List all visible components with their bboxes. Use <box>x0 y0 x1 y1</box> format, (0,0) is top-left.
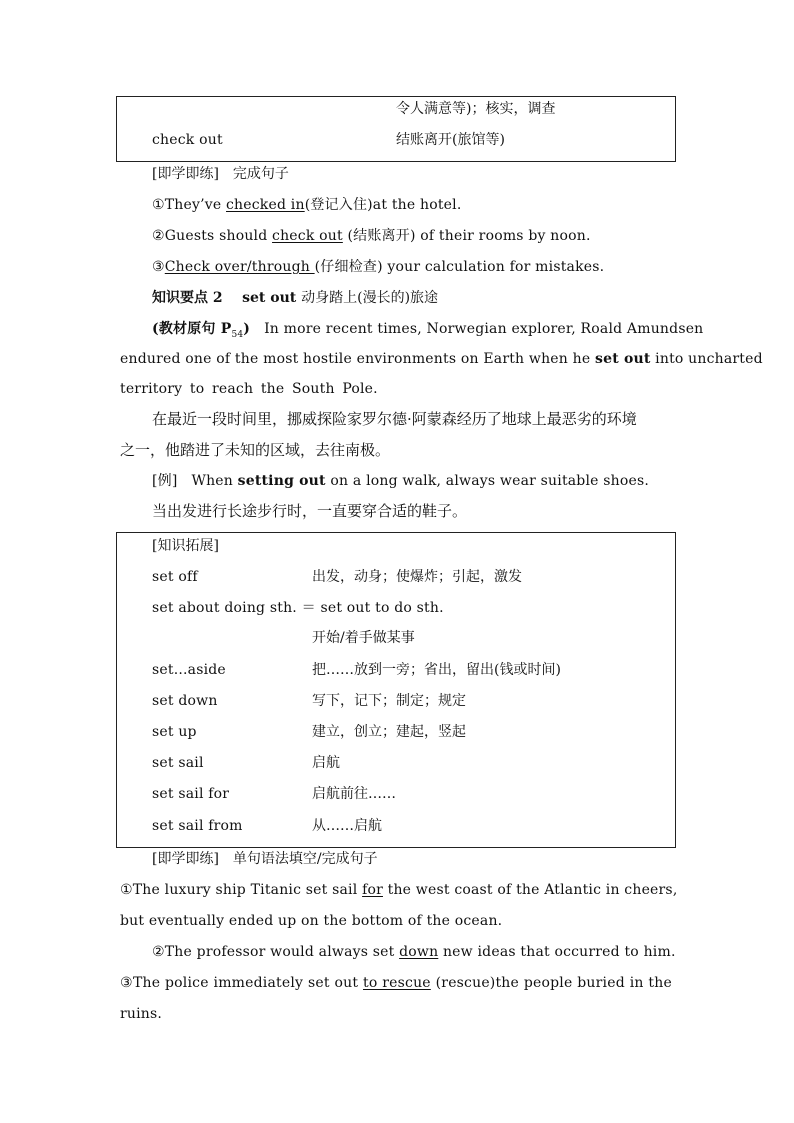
practice1-item-1: ①They’ve checked in(登记入住)at the hotel. <box>152 197 462 213</box>
practice2-header: [即学即练] 单句语法填空/完成句子 <box>152 851 378 867</box>
expansion-term: set sail from <box>152 818 243 834</box>
source-line-3: territory to reach the South Pole. <box>120 381 378 397</box>
practice1-item-3: ③Check over/through (仔细检查) your calculation for mistakes. <box>152 259 605 275</box>
answer-blank: to rescue <box>363 975 431 991</box>
practice2-item-3-line-1: ③The police immediately set out to rescue (rescue)the people buried in the <box>120 975 672 991</box>
expansion-def: 从……启航 <box>312 818 382 834</box>
top-table-term-1: check out <box>152 132 223 148</box>
expansion-term: set off <box>152 569 198 585</box>
expansion-def: 出发，动身；使爆炸；引起，激发 <box>312 569 522 585</box>
practice2-item-2: ②The professor would always set down new ideas that occurred to him. <box>152 944 676 960</box>
expansion-def: 启航 <box>312 755 340 771</box>
expansion-term: set about doing sth. ＝ set out to do sth. <box>152 600 444 616</box>
example-cn: 当出发进行长途步行时，一直要穿合适的鞋子。 <box>152 502 468 520</box>
source-line-2: endured one of the most hostile environments on Earth when he set out into uncharted <box>120 351 763 367</box>
example-line: [例] When setting out on a long walk, always wear suitable shoes. <box>152 473 650 489</box>
expansion-def: 启航前往…… <box>312 786 396 802</box>
expansion-def: 建立，创立；建起，竖起 <box>312 724 466 740</box>
source-cn-2: 之一，他踏进了未知的区域，去往南极。 <box>120 441 391 459</box>
expansion-def: 开始/着手做某事 <box>312 630 415 646</box>
answer-blank: checked in <box>226 197 305 213</box>
practice1-item-2: ②Guests should check out (结账离开) of their rooms by noon. <box>152 228 591 244</box>
practice2-item-1-line-2: but eventually ended up on the bottom of the ocean. <box>120 913 503 929</box>
expansion-term: set down <box>152 693 218 709</box>
answer-blank: down <box>399 944 439 960</box>
answer-blank: check out <box>272 228 343 244</box>
source-line-1: (教材原句 $P_{54}$) In more recent times, Norwegian explorer, Roald Amundsen <box>152 321 704 340</box>
practice1-header: [即学即练] 完成句子 <box>152 166 289 182</box>
expansion-def: 写下，记下；制定；规定 <box>312 693 466 709</box>
point2-heading: 知识要点 2 set out 动身踏上(漫长的)旅途 <box>152 290 439 306</box>
expansion-header: [知识拓展] <box>152 538 219 554</box>
expansion-term: set sail <box>152 755 204 771</box>
top-table-def-1: 结账离开(旅馆等) <box>396 132 505 148</box>
practice2-item-3-line-2: ruins. <box>120 1006 163 1022</box>
answer-blank: for <box>362 882 383 898</box>
expansion-term: set sail for <box>152 786 230 802</box>
answer-blank: Check over/through <box>164 259 315 275</box>
expansion-term: set...aside <box>152 662 226 678</box>
top-table-def-0: 令人满意等)；核实，调查 <box>396 101 556 117</box>
practice2-item-1-line-1: ①The luxury ship Titanic set sail for the west coast of the Atlantic in cheers, <box>120 882 678 898</box>
source-cn-1: 在最近一段时间里，挪威探险家罗尔德·阿蒙森经历了地球上最恶劣的环境 <box>152 410 637 428</box>
expansion-def: 把……放到一旁；省出，留出(钱或时间) <box>312 662 561 678</box>
expansion-term: set up <box>152 724 197 740</box>
